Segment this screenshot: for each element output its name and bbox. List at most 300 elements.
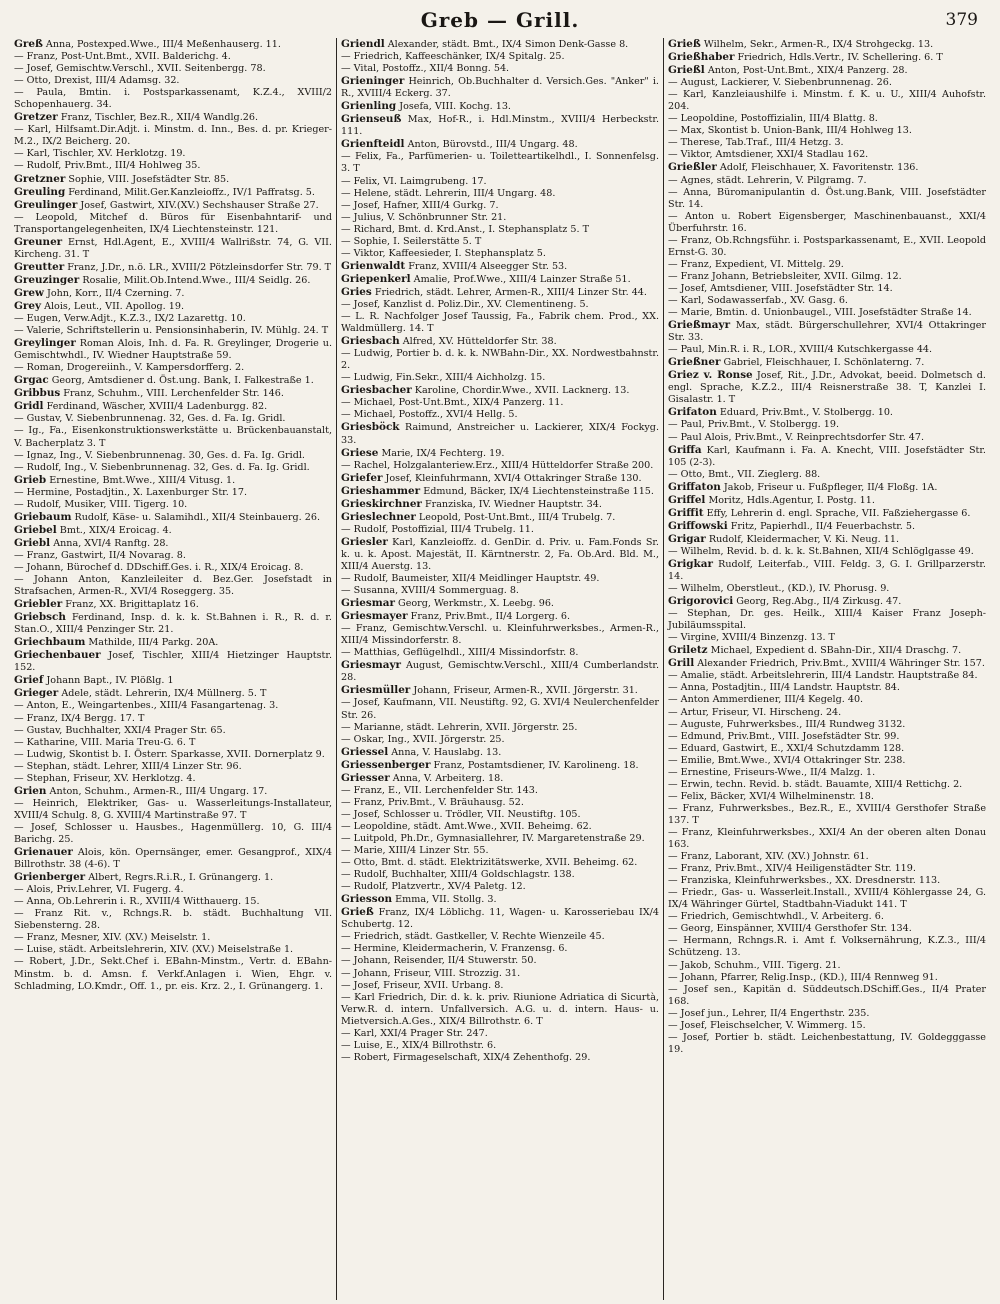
directory-entry	[668, 113, 986, 125]
entry-details: — Matthias, Geflügelhdl., XIII/4 Missindorfstr. 8.	[341, 647, 579, 659]
entry-details: Anna, Postexped.Wwe., III/4 Meßenhauserg. 11.	[45, 39, 281, 50]
directory-entry	[668, 682, 986, 694]
directory-entry	[14, 374, 332, 387]
directory-entry	[668, 295, 986, 307]
entry-details: — Marie, XIII/4 Linzer Str. 55.	[341, 845, 489, 857]
directory-entry	[341, 734, 659, 746]
entry-details: — Luise, E., XIX/4 Billrothstr. 6.	[341, 1039, 497, 1051]
directory-entry	[341, 472, 659, 485]
directory-entry	[668, 972, 986, 984]
directory-entry	[14, 956, 332, 992]
entry-details: Franz, IX/4 Löblichg. 11, Wagen- u. Karosseriebau IX/4 Schubertg. 12.	[341, 907, 659, 931]
entry-details: Anna, V. Hauslabg. 13.	[391, 746, 502, 758]
directory-entry	[668, 356, 986, 369]
page-header	[0, 6, 1000, 34]
entry-details: — Anton Ammerdiener, III/4 Kegelg. 40.	[668, 694, 864, 706]
entry-surname: Grigar	[668, 532, 706, 545]
entry-details: — Georg, Einspänner, XVIII/4 Gersthofer Str. 134.	[668, 923, 912, 935]
entry-surname: Grieslechner	[341, 510, 416, 523]
entry-details: — Paul, Priv.Bmt., V. Stolbergg. 19.	[668, 419, 839, 431]
entry-details: Gabriel, Fleischhauer, I. Schönlaterng. 7.	[723, 357, 925, 369]
entry-details: Edmund, Bäcker, IX/4 Liechtensteinstraße 115.	[423, 485, 654, 497]
entry-details: — Franz, Priv.Bmt., XIV/4 Heiligenstädter Str. 119.	[668, 863, 916, 875]
directory-entry	[668, 875, 986, 887]
directory-entry	[341, 372, 659, 384]
directory-entry	[668, 779, 986, 791]
entry-details: — Robert, Firmageselschaft, XIX/4 Zehenthofg. 29.	[341, 1051, 591, 1063]
entry-details: Bmt., XIX/4 Eroicag. 4.	[59, 524, 172, 536]
directory-entry	[14, 700, 332, 712]
entry-details: Franz, Tischler, Bez.R., XII/4 Wandlg.26.	[60, 112, 259, 124]
entry-surname: Grien	[14, 784, 47, 797]
entry-details: — Agnes, städt. Lehrerin, V. Pilgramg. 7.	[668, 174, 867, 186]
directory-entry	[668, 887, 986, 911]
directory-entry	[14, 236, 332, 261]
entry-details: — Gustav, V. Siebenbrunnenag. 32, Ges. d. Fa. Ig. Gridl.	[14, 413, 286, 425]
directory-entry	[14, 362, 332, 374]
directory-entry	[14, 274, 332, 287]
directory-entry	[668, 707, 986, 719]
directory-entry	[341, 311, 659, 335]
entry-details: — Oskar, Ing., XVII. Jörgerstr. 25.	[341, 733, 505, 745]
directory-entry	[341, 573, 659, 585]
entry-surname: Grienberger	[14, 871, 86, 884]
directory-entry	[341, 1028, 659, 1040]
entry-details: — Karl, Hilfsamt.Dir.Adjt. i. Minstm. d. Inn., Bes. d. pr. Krieger-M.2., IX/2 Beicherg. 20.	[14, 124, 332, 148]
entry-details: Adele, städt. Lehrerin, IX/4 Müllnerg. 5. T	[61, 688, 267, 700]
entry-details: — Franz, Gemischtw.Verschl. u. Kleinfuhrwerksbes., Armen-R., XIII/4 Missindorferstr. 8.	[341, 623, 659, 647]
directory-entry	[14, 822, 332, 846]
directory-entry	[14, 124, 332, 148]
entry-details: Rudolf, Kleidermacher, V. Ki. Neug. 11.	[708, 533, 900, 545]
entry-surname: Grifaton	[668, 406, 717, 419]
entry-details: — Leopoldine, städt. Amt.Wwe., XVII. Beheimg. 62.	[341, 820, 592, 832]
directory-entry	[341, 286, 659, 299]
entry-details: Josef, Rit., J.Dr., Advokat, beeid. Dolmetsch d. engl. Sprache, K.Z.2., III/4 Reisnerstraße 38. T, Kanzlei I. Gisalastr. 1. T	[668, 370, 986, 406]
entry-details: — Otto, Bmt. d. städt. Elektrizitätswerke, XVII. Beheimg. 62.	[341, 857, 638, 869]
directory-entry	[14, 649, 332, 674]
entry-details: Georg, Amtsdiener d. Öst.ung. Bank, I. Falkestraße 1.	[51, 375, 314, 387]
entry-details: — Josef sen., Kapitän d. Süddeutsch.DSchiff.Ges., II/4 Prater 168.	[668, 983, 986, 1007]
entry-surname: Griessenberger	[341, 758, 431, 771]
entry-details: — Paul, Min.R. i. R., LOR., XVIII/4 Kutschkergasse 44.	[668, 344, 933, 356]
directory-entry	[341, 697, 659, 721]
entry-details: — Hermann, Rchngs.R. i. Amt f. Volksernährung, K.Z.3., III/4 Schützeng. 13.	[668, 935, 986, 959]
entry-details: Franz, J.Dr., n.ö. LR., XVIII/2 Pötzleinsdorfer Str. 79. T	[67, 261, 332, 273]
directory-entry	[668, 369, 986, 406]
directory-entry	[14, 908, 332, 932]
directory-entry	[341, 797, 659, 809]
directory-entry	[668, 1008, 986, 1020]
directory-entry	[14, 761, 332, 773]
entry-surname: Griesson	[341, 893, 393, 906]
entry-surname: Griese	[341, 446, 379, 459]
directory-entry	[14, 63, 332, 75]
entry-details: — Paul Alois, Priv.Bmt., V. Reinprechtsdorfer Str. 47.	[668, 431, 925, 443]
entry-details: — Rudolf, Baumeister, XII/4 Meidlinger Hauptstr. 49.	[341, 573, 600, 585]
directory-entry	[668, 546, 986, 558]
directory-entry	[668, 283, 986, 295]
entry-details: Anton, Post-Unt.Bmt., XIX/4 Panzerg. 28.	[707, 65, 908, 77]
directory-entry	[668, 731, 986, 743]
directory-entry	[14, 337, 332, 362]
entry-details: Rosalie, Milit.Ob.Intend.Wwe., III/4 Seidlg. 26.	[82, 274, 311, 286]
entry-details: — Johann, Pfarrer, Relig.Insp., (KD.), III/4 Rennweg 91.	[668, 971, 938, 983]
directory-entry	[14, 562, 332, 574]
directory-entry	[341, 845, 659, 857]
directory-entry	[668, 419, 986, 431]
entry-details: — Susanna, XVIII/4 Sommerguag. 8.	[341, 585, 519, 597]
entry-details: — Eduard, Gastwirt, E., XXI/4 Schutzdamm 128.	[668, 742, 905, 754]
directory-entry	[668, 1032, 986, 1056]
entry-details: Josef, Tischler, XIII/4 Hietzinger Hauptstr. 152.	[14, 650, 332, 674]
directory-entry	[668, 827, 986, 851]
entry-details: — Leopoldine, Postoffizialin, III/4 Blattg. 8.	[668, 113, 878, 125]
directory-entry	[14, 212, 332, 236]
directory-entry	[668, 319, 986, 344]
entry-details: — Stephan, städt. Lehrer, XIII/4 Linzer Str. 96.	[14, 760, 242, 772]
entry-details: Friedrich, Hdls.Vertr., IV. Schellering. 6. T	[737, 52, 943, 64]
directory-entry	[341, 1052, 659, 1064]
directory-entry	[668, 632, 986, 644]
entry-surname: Grienfteidl	[341, 138, 405, 151]
entry-surname: Grießhaber	[668, 51, 735, 64]
entry-details: — Anna, Ob.Lehrerin i. R., XVIII/4 Witthauerg. 15.	[14, 896, 260, 908]
directory-entry	[668, 211, 986, 235]
directory-entry	[341, 299, 659, 311]
entry-surname: Grießmayr	[668, 319, 731, 332]
directory-entry	[14, 313, 332, 325]
entry-surname: Grieninger	[341, 75, 405, 88]
entry-details: Josef, Kleinfuhrmann, XVI/4 Ottakringer Straße 130.	[385, 472, 642, 484]
entry-details: — Wilhelm, Revid. b. d. k. k. St.Bahnen, XII/4 Schlöglgasse 49.	[668, 545, 974, 557]
entry-details: Alfred, XV. Hütteldorfer Str. 38.	[402, 336, 557, 348]
entry-details: Moritz, Hdls.Agentur, I. Postg. 11.	[708, 494, 875, 506]
entry-surname: Greuner	[14, 235, 63, 248]
directory-entry	[341, 869, 659, 881]
entry-details: — Robert, J.Dr., Sekt.Chef i. EBahn-Minstm., Vertr. d. EBahn-Minstm. b. d. Amsn. f. Verkf.Anlagen i. Wien, Ehgr. v. Schladming, LO.Kmdr., Off. 1., pr. eis. Krz. 2., I. Grünangerg. 1.	[14, 956, 332, 992]
directory-entry	[341, 968, 659, 980]
directory-entry	[341, 447, 659, 460]
entry-details: — Friedrich, Kaffeeschänker, IX/4 Spitalg. 25.	[341, 51, 565, 63]
directory-entry	[668, 583, 986, 595]
directory-entry	[14, 932, 332, 944]
entry-details: — Luitpold, Ph.Dr., Gymnasiallehrer, IV. Margaretenstraße 29.	[341, 833, 645, 844]
directory-entry	[14, 798, 332, 822]
directory-entry	[341, 881, 659, 893]
entry-details: — Rudolf, Ing., V. Siebenbrunnenag. 32, Ges. d. Fa. Ig. Gridl.	[14, 461, 310, 473]
entry-details: — Ludwig, Skontist b. I. Österr. Sparkasse, XVII. Dornerplatz 9.	[14, 748, 325, 760]
directory-entry	[668, 984, 986, 1008]
entry-details: Johann Bapt., IV. Plößlg. 1	[46, 675, 174, 687]
directory-entry	[14, 674, 332, 687]
entry-details: — Johann Anton, Kanzleileiter d. Bez.Ger. Josefstadt in Strafsachen, Armen-R., XVI/4 Roseggerg. 35.	[14, 574, 332, 598]
entry-surname: Griesmayr	[341, 659, 401, 672]
directory-entry	[668, 481, 986, 494]
entry-details: — Franz, Gastwirt, II/4 Novarag. 8.	[14, 549, 186, 561]
directory-entry	[14, 524, 332, 537]
entry-details: — Marie, Bmtin. d. Unionbaugel., VIII. Josefstädter Straße 14.	[668, 307, 972, 319]
directory-entry	[341, 722, 659, 734]
directory-entry	[341, 38, 659, 51]
entry-details: Franz, Postamtsdiener, IV. Karolineng. 18.	[433, 759, 639, 771]
entry-details: Franz, XVIII/4 Alseegger Str. 53.	[408, 260, 568, 272]
entry-details: Max, Hof-R., i. Hdl.Minstm., XVIII/4 Herbeckstr. 111.	[341, 114, 659, 138]
entry-details: — Leopold, Mitchef d. Büros für Eisenbahntarif- und Transportangelegenheiten, IX/4 Liechtensteinstr. 121.	[14, 211, 332, 235]
entry-surname: Grieshammer	[341, 484, 421, 497]
entry-details: — Friedrich, städt. Gastkeller, V. Rechte Wienzeile 45.	[341, 931, 605, 943]
entry-details: — Stephan, Friseur, XV. Herklotzg. 4.	[14, 772, 196, 784]
directory-entry	[341, 511, 659, 524]
directory-entry	[668, 507, 986, 520]
directory-entry	[341, 200, 659, 212]
entry-details: — Franz Johann, Betriebsleiter, XVII. Gilmg. 12.	[668, 270, 902, 282]
directory-entry	[341, 138, 659, 151]
entry-surname: Gridl	[14, 400, 44, 413]
directory-entry	[14, 75, 332, 87]
entry-surname: Grigorovici	[668, 595, 734, 608]
directory-entry	[341, 51, 659, 63]
directory-entry	[341, 248, 659, 260]
entry-details: Johann, Friseur, Armen-R., XVII. Jörgerstr. 31.	[413, 685, 638, 697]
entry-details: Josefa, VIII. Kochg. 13.	[399, 101, 511, 113]
entry-details: — Franziska, Kleinfuhrwerksbes., XX. Dresdnerstr. 113.	[668, 875, 941, 887]
entry-surname: Griffaton	[668, 480, 721, 493]
entry-details: Karoline, Chordir.Wwe., XVII. Lacknerg. 13.	[414, 385, 630, 397]
entry-surname: Grienling	[341, 100, 397, 113]
directory-entry	[668, 863, 986, 875]
directory-entry	[668, 271, 986, 283]
directory-entry	[14, 598, 332, 611]
entry-details: — Sophie, I. Seilerstätte 5. T	[341, 235, 482, 247]
directory-entry	[14, 474, 332, 487]
entry-details: Max, städt. Bürgerschullehrer, XVI/4 Ottakringer Str. 33.	[668, 320, 986, 344]
entry-surname: Grieskirchner	[341, 497, 422, 510]
entry-details: — Hermine, Kleidermacherin, V. Franzensg. 6.	[341, 943, 568, 955]
entry-surname: Grienauer	[14, 846, 73, 859]
entry-details: — Karl, XXI/4 Prager Str. 247.	[341, 1027, 488, 1039]
entry-details: Franziska, IV. Wiedner Hauptstr. 34.	[424, 498, 602, 510]
entry-surname: Grienseuß	[341, 113, 402, 126]
directory-entry	[14, 148, 332, 160]
entry-details: — Katharine, VIII. Maria Treu-G. 6. T	[14, 736, 196, 748]
entry-details: — Johann, Bürochef d. DDschiff.Ges. i. R., XIX/4 Eroicag. 8.	[14, 561, 304, 573]
entry-details: — Ludwig, Fin.Sekr., XIII/4 Aichholzg. 15.	[341, 372, 546, 384]
directory-entry	[341, 260, 659, 273]
entry-details: Georg, Werkmstr., X. Leebg. 96.	[398, 598, 554, 610]
directory-entry	[14, 537, 332, 550]
directory-entry	[668, 38, 986, 51]
entry-surname: Griebel	[14, 523, 57, 536]
directory-entry	[668, 494, 986, 507]
directory-entry	[341, 955, 659, 967]
entry-details: — Wilhelm, Oberstleut., (KD.), IV. Phorusg. 9.	[668, 583, 890, 595]
entry-details: — Valerie, Schriftstellerin u. Pensionsinhaberin, IV. Mühlg. 24. T	[14, 325, 329, 337]
directory-entry	[668, 694, 986, 706]
directory-entry	[14, 413, 332, 425]
directory-entry	[668, 344, 986, 356]
directory-entry	[668, 137, 986, 149]
directory-entry	[341, 348, 659, 372]
entry-details: — Julius, V. Schönbrunner Str. 21.	[341, 211, 507, 223]
entry-details: Friedrich, städt. Lehrer, Armen-R., XIII/4 Linzer Str. 44.	[374, 286, 647, 298]
entry-details: — Rudolf, Musiker, VIII. Tigerg. 10.	[14, 498, 188, 510]
entry-details: Ferdinand, Insp. d. k. k. St.Bahnen i. R., R. d. r. Stan.O., XIII/4 Penzinger Str. 21.	[14, 612, 332, 636]
entry-details: — Franz, Ob.Rchngsführ. i. Postsparkassenamt, E., XVII. Leopold Ernst-G. 30.	[668, 234, 986, 258]
entry-surname: Greylinger	[14, 337, 76, 350]
entry-details: — Virgine, XVIII/4 Binzenzg. 13. T	[668, 632, 835, 644]
entry-surname: Griesbacher	[341, 384, 412, 397]
entry-details: — Karl Friedrich, Dir. d. k. k. priv. Riunione Adriatica di Sicurtà, Verw.R. d. intern. Unfallversich. A.G. u. d. intern. Haus- u. Mietversich.A.Ges., XIX/4 Billrothstr. 6. T	[341, 991, 659, 1027]
directory-entry	[14, 713, 332, 725]
entry-details: — Michael, Postoffz., XVI/4 Hellg. 5.	[341, 409, 518, 421]
entry-details: — Franz, Expedient, VI. Mittelg. 29.	[668, 258, 844, 270]
entry-details: — Ig., Fa., Eisenkonstruktionswerkstätte u. Brückenbauanstalt, V. Bacherplatz 3. T	[14, 425, 332, 449]
directory-entry	[341, 1040, 659, 1052]
entry-details: — Franz, Kleinfuhrwerksbes., XXI/4 An der oberen alten Donau 163.	[668, 827, 986, 851]
entry-surname: Grigkar	[668, 557, 713, 570]
directory-entry	[14, 725, 332, 737]
entry-surname: Griechenbauer	[14, 649, 101, 662]
directory-entry	[341, 943, 659, 955]
entry-surname: Griessel	[341, 745, 389, 758]
directory-entry	[668, 406, 986, 419]
entry-details: — Auguste, Fuhrwerksbes., III/4 Rundweg 3132.	[668, 718, 906, 730]
directory-entry	[668, 608, 986, 632]
directory-entry	[668, 791, 986, 803]
entry-details: — Josef, Kanzlist d. Poliz.Dir., XV. Clementineng. 5.	[341, 298, 589, 310]
directory-entry	[341, 498, 659, 511]
entry-details: Michael, Expedient d. SBahn-Dir., XII/4 Draschg. 7.	[710, 645, 962, 657]
directory-entry	[668, 657, 986, 670]
directory-entry	[14, 400, 332, 413]
entry-details: Roman Alois, Inh. d. Fa. R. Greylinger, Drogerie u. Gemischtwhdl., IV. Wiedner Hauptstraße 59.	[14, 338, 332, 362]
entry-details: Amalie, Prof.Wwe., XIII/4 Lainzer Straße 51.	[413, 273, 631, 285]
column-right	[663, 38, 990, 1300]
directory-entry	[14, 261, 332, 274]
entry-surname: Greuzinger	[14, 273, 80, 286]
directory-entry	[14, 300, 332, 313]
entry-details: — Josef, Portier b. städt. Leichenbestattung, IV. Goldegggasse 19.	[668, 1031, 986, 1055]
entry-details: Marie, IX/4 Fechterg. 19.	[381, 447, 505, 459]
entry-details: — Josef, Schlosser u. Hausbes., Hagenmüllerg. 10, G. III/4 Barichg. 25.	[14, 821, 332, 845]
entry-details: — August, Lackierer, V. Siebenbrunnenag. 26.	[668, 77, 892, 89]
entry-details: — Artur, Friseur, VI. Hirscheng. 24.	[668, 706, 842, 718]
entry-details: — Vital, Postoffz., XII/4 Bonng. 54.	[341, 63, 510, 75]
entry-details: Effy, Lehrerin d. engl. Sprache, VII. Faßziehergasse 6.	[706, 507, 971, 519]
directory-entry	[14, 550, 332, 562]
entry-details: Alexander, städt. Bmt., IX/4 Simon Denk-Gasse 8.	[387, 39, 629, 50]
entry-details: — Luise, städt. Arbeitslehrerin, XIV. (XV.) Meiselstraße 1.	[14, 944, 294, 956]
entry-details: Alexander Friedrich, Priv.Bmt., XVIII/4 Währinger Str. 157.	[697, 658, 985, 670]
directory-entry	[341, 906, 659, 931]
entry-surname: Gretzner	[14, 172, 66, 185]
entry-surname: Gretzer	[14, 111, 58, 124]
directory-entry	[341, 63, 659, 75]
directory-entry	[14, 462, 332, 474]
entry-details: — Marianne, städt. Lehrerin, XVII. Jörgerstr. 25.	[341, 721, 578, 733]
entry-details: — Anton u. Robert Eigensberger, Maschinenbauanst., XXI/4 Überfuhrstr. 16.	[668, 210, 986, 234]
entry-surname: Griesmüller	[341, 684, 411, 697]
entry-details: Franz, Schuhm., VIII. Lerchenfelder Str. 146.	[63, 388, 284, 400]
directory-entry	[341, 893, 659, 906]
directory-entry	[668, 923, 986, 935]
directory-entry	[668, 851, 986, 863]
directory-entry	[668, 77, 986, 89]
directory-entry	[668, 520, 986, 533]
entry-details: Anna, XVI/4 Ranftg. 28.	[53, 537, 169, 549]
directory-entry	[668, 595, 986, 608]
directory-entry	[668, 149, 986, 161]
directory-entry	[341, 212, 659, 224]
entry-surname: Grew	[14, 286, 44, 299]
directory-entry	[14, 749, 332, 761]
directory-entry	[341, 335, 659, 348]
directory-entry	[341, 772, 659, 785]
directory-entry	[668, 670, 986, 682]
entry-details: — Felix, VI. Laimgrubeng. 17.	[341, 175, 487, 187]
directory-entry	[14, 611, 332, 636]
entry-surname: Griechbaum	[14, 636, 86, 649]
entry-details: Anton, Schuhm., Armen-R., III/4 Ungarg. 17.	[49, 785, 268, 797]
entry-details: Karl, Kaufmann i. Fa. A. Knecht, VIII. Josefstädter Str. 105 (2-3).	[668, 444, 986, 468]
entry-details: Jakob, Friseur u. Fußpfleger, II/4 Floßg. 1A.	[723, 481, 938, 493]
entry-details: — Franz Rit. v., Rchngs.R. b. städt. Buchhaltung VII. Siebensterng. 28.	[14, 908, 332, 932]
entry-details: Ferdinand, Milit.Ger.Kanzleioffz., IV/1 Paffratsg. 5.	[68, 186, 315, 198]
entry-details: — Emilie, Bmt.Wwe., XVI/4 Ottakringer Str. 238.	[668, 754, 906, 766]
entry-details: — Franz, Post-Unt.Bmt., XVII. Balderichg. 4.	[14, 51, 231, 63]
directory-entry	[341, 236, 659, 248]
entry-details: Ernst, Hdl.Agent, E., XVIII/4 Wallrißstr. 74, G. VII. Kircheng. 31. T	[14, 236, 332, 260]
entry-details: — Helene, städt. Lehrerin, III/4 Ungarg. 48.	[341, 187, 556, 199]
entry-details: Fritz, Papierhdl., II/4 Feuerbachstr. 5.	[730, 520, 916, 532]
entry-details: — Alois, Priv.Lehrer, VI. Fugerg. 4.	[14, 884, 184, 896]
entry-details: — Rudolf, Priv.Bmt., III/4 Hohlweg 35.	[14, 160, 201, 172]
directory-entry	[14, 199, 332, 212]
entry-surname: Griefer	[341, 471, 383, 484]
directory-entry	[14, 186, 332, 199]
entry-details: — Rudolf, Postoffizial, III/4 Trubelg. 11.	[341, 523, 534, 535]
column-left	[10, 38, 336, 1300]
directory-entry	[341, 623, 659, 647]
directory-entry	[341, 384, 659, 397]
entry-surname: Grill	[668, 657, 695, 670]
directory-entry	[341, 409, 659, 421]
entry-details: — Anna, Büromanipulantin d. Öst.ung.Bank, VIII. Josefstädter Str. 14.	[668, 186, 986, 210]
entry-details: — Ernestine, Friseurs-Wwe., II/4 Malzg. 1.	[668, 766, 876, 778]
entry-surname: Grey	[14, 299, 41, 312]
directory-entry	[668, 558, 986, 583]
directory-entry	[668, 644, 986, 657]
entry-surname: Gribbus	[14, 387, 61, 400]
directory-entry	[668, 307, 986, 319]
entry-surname: Grieß	[668, 38, 701, 50]
entry-details: — Josef, Friseur, XVII. Urbang. 8.	[341, 979, 504, 991]
directory-entry	[341, 460, 659, 472]
entry-details: — Josef, Hafner, XIII/4 Gurkg. 7.	[341, 199, 499, 211]
directory-entry	[341, 188, 659, 200]
directory-entry	[341, 397, 659, 409]
entry-details: Heinrich, Ob.Buchhalter d. Versich.Ges. "Anker" i. R., XVIII/4 Eckerg. 37.	[341, 76, 659, 100]
directory-entry	[341, 684, 659, 697]
entry-details: — Franz, E., VII. Lerchenfelder Str. 143.	[341, 784, 538, 796]
entry-details: — Felix, Bäcker, XVI/4 Wilhelminenstr. 18.	[668, 790, 874, 802]
entry-details: — Josef, Kaufmann, VII. Neustiftg. 92, G. XVI/4 Neulerchenfelder Str. 26.	[341, 697, 659, 721]
directory-entry	[341, 585, 659, 597]
directory-entry	[14, 785, 332, 798]
directory-entry	[668, 719, 986, 731]
directory-entry	[668, 235, 986, 259]
